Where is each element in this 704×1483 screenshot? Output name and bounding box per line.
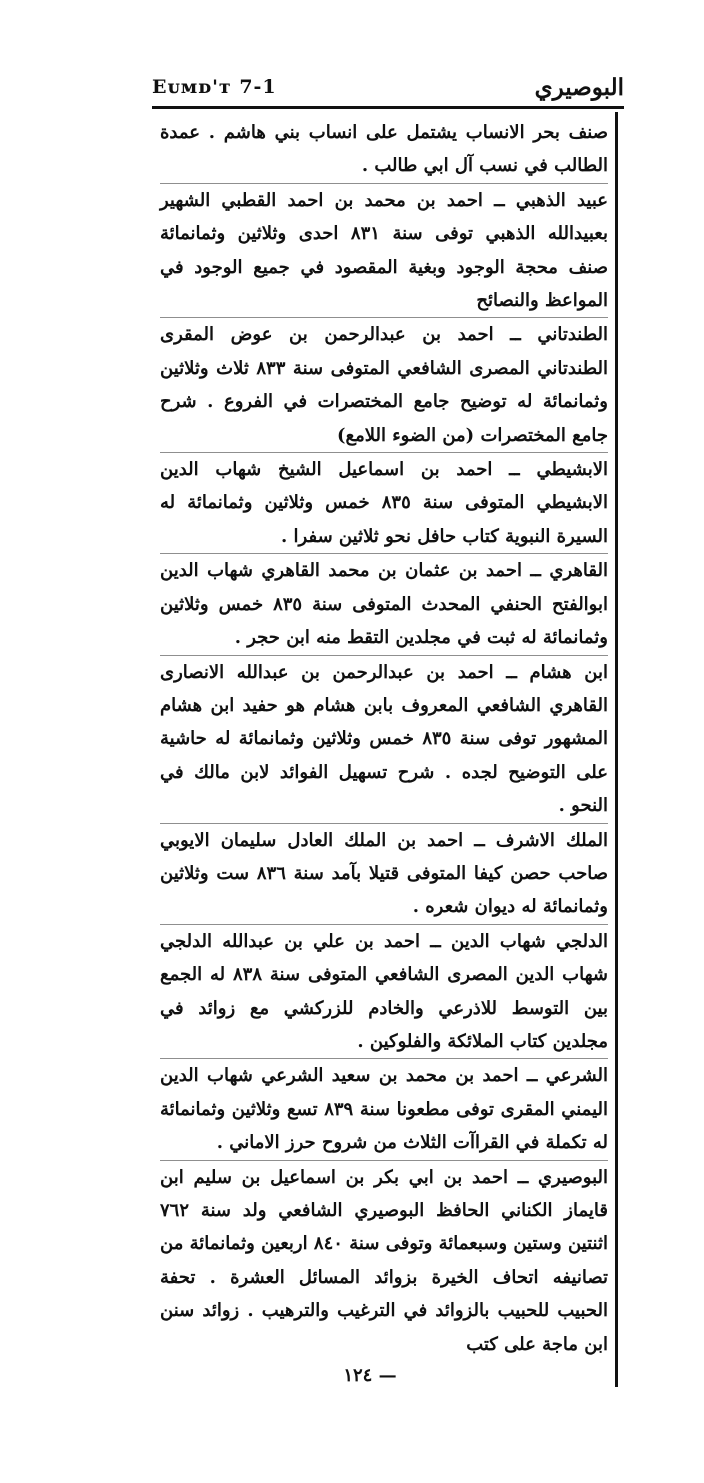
entry-obeid-al-dhahabi: عبيد الذهبي ــ احمد بن محمد بن احمد القطبي الشهير بعبيدالله الذهبي توفى سنة ٨٣١ احدى وثلاثين وثمانمائة صنف محجة الوجود وبغية المقصود في جميع الوجود في المواعظ والنصائح — [160, 189, 608, 312]
entry-divider — [160, 924, 608, 925]
page-header — [152, 68, 624, 108]
body-text — [160, 116, 608, 1361]
entry-al-ibshiti: الابشيطي ــ احمد بن اسماعيل الشيخ شهاب الدين الابشيطي المتوفى سنة ٨٣٥ خمس وثلاثين وثمانمائة له السيرة النبوية كتاب حافل نحو ثلاثين سفرا . — [160, 459, 609, 547]
entry-al-busiri: البوصيري ــ احمد بن ابي بكر بن اسماعيل بن سليم ابن قايماز الكناني الحافظ البوصيري الشافعي ولد سنة ٧٦٢ اثنتين وستين وسبعمائة وتوفى سنة ٨٤٠ اربعين وثمانمائة من تصانيفه اتحاف الخيرة بزوائد المسائل العشرة . تحفة الحبيب للحبيب بالزوائد في الترغيب والترهيب . زوائد سنن ابن ماجة على كتب — [160, 1166, 608, 1355]
entry-al-sharaji: الشرعي ــ احمد بن محمد بن سعيد الشرعي شهاب الدين اليمني المقرى توفى مطعونا سنة ٨٣٩ تسع وثلاثين وثمانمائة له تكملة في القراآت الثلاث من شروح حرز الاماني . — [160, 1065, 609, 1154]
header-code: Eᴜᴍᴅ'ᴛ 7-1 — [152, 76, 277, 98]
entry-al-tandatani: الطندتاني ــ احمد بن عبدالرحمن بن عوض المقرى الطندتاني المصرى الشافعي المتوفى سنة ٨٣٣ ثلاث وثلاثين وثمانمائة له توضيح جامع المختصرات في الفروع . شرح جامع المختصرات (من الضوء اللامع) — [160, 324, 608, 446]
entry-al-qahiri: القاهري ــ احمد بن عثمان بن محمد القاهري شهاب الدين ابوالفتح الحنفي المحدث المتوفى سنة ٨٣٥ خمس وثلاثين وثمانمائة له ثبت في مجلدين التقط منه ابن حجر . — [160, 560, 608, 649]
entry-divider — [160, 317, 608, 318]
running-title: البوصيري — [534, 74, 624, 101]
entry-divider — [160, 655, 608, 656]
entry-divider — [160, 823, 608, 824]
entry-al-malik-al-ashraf: الملك الاشرف ــ احمد بن الملك العادل سليمان الايوبي صاحب حصن كيفا المتوفى قتيلا بآمد سنة ٨٣٦ ست وثلاثين وثمانمائة له ديوان شعره . — [160, 829, 608, 918]
entry-divider — [160, 1160, 608, 1161]
header-rule — [152, 106, 624, 109]
entry-divider — [160, 1058, 608, 1059]
entry-divider — [160, 452, 608, 453]
entry-continuation: صنف بحر الانساب يشتمل على انساب بني هاشم . عمدة الطالب في نسب آل ابي طالب . — [160, 122, 608, 177]
entry-al-dalji: الدلجي شهاب الدين ــ احمد بن علي بن عبدالله الدلجي شهاب الدين المصرى الشافعي المتوفى سنة ٨٣٨ له الجمع بين التوسط للاذرعي والخادم للزركشي مع زوائد في مجلدين كتاب الملائكة والفلوكين . — [160, 930, 608, 1052]
entry-divider — [160, 183, 608, 184]
margin-rule — [615, 112, 618, 1387]
entry-ibn-hisham: ابن هشام ــ احمد بن عبدالرحمن بن عبدالله الانصارى القاهري الشافعي المعروف بابن هشام هو حفيد ابن هشام المشهور توفى سنة ٨٣٥ خمس وثلاثين وثمانمائة له حاشية على التوضيح لجده . شرح تسهيل الفوائد لابن مالك في النحو . — [160, 661, 608, 817]
entry-divider — [160, 553, 608, 554]
page-number: — ١٢٤ — [343, 1365, 397, 1386]
